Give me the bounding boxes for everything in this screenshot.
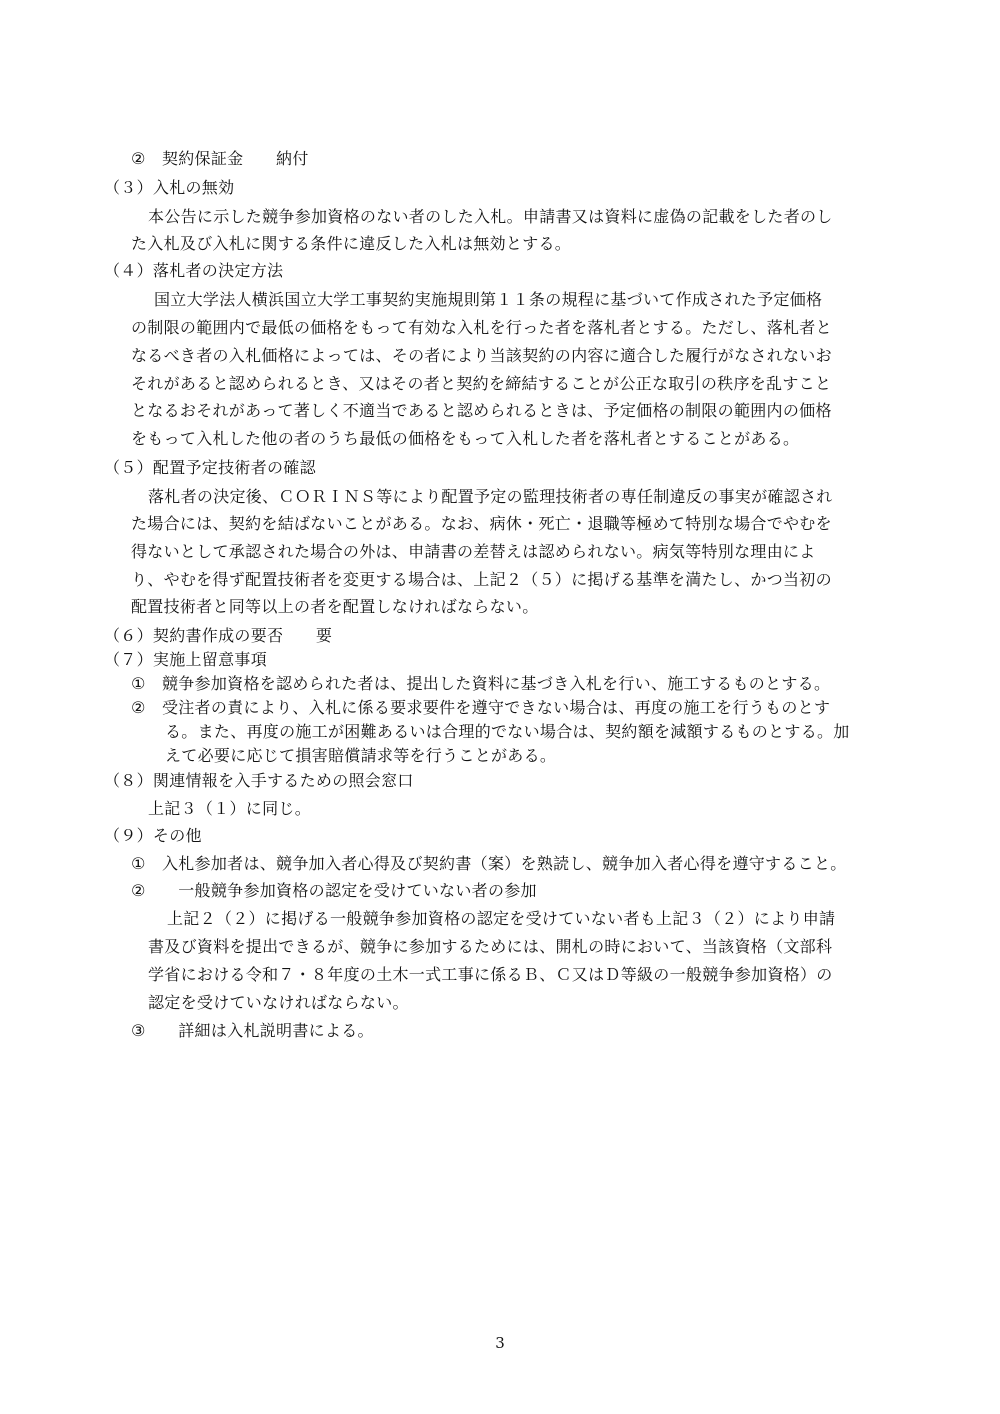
list-item: ② 一般競争参加資格の認定を受けていない者の参加 xyxy=(131,881,537,900)
paragraph-line: 国立大学法人横浜国立大学工事契約実施規則第１１条の規程に基づいて作成された予定価格 xyxy=(154,290,823,309)
paragraph-line: それがあると認められるとき、又はその者と契約を締結することが公正な取引の秩序を乱すこと xyxy=(131,374,832,393)
heading-engineer-check: （５）配置予定技術者の確認 xyxy=(104,458,316,477)
paragraph-line: た場合には、契約を結ばないことがある。なお、病休・死亡・退職等極めて特別な場合でやむを xyxy=(131,514,832,533)
paragraph-line: 得ないとして承認された場合の外は、申請書の差替えは認められない。病気等特別な理由によ xyxy=(131,542,816,561)
list-item: ① 競争参加資格を認められた者は、提出した資料に基づき入札を行い、施工するものとする。 xyxy=(131,674,831,693)
paragraph-line: 書及び資料を提出できるが、競争に参加するためには、開札の時において、当該資格（文部科 xyxy=(148,937,833,956)
list-item-continuation: えて必要に応じて損害賠償請求等を行うことがある。 xyxy=(165,746,557,765)
list-item: ② 受注者の責により、入札に係る要求要件を遵守できない場合は、再度の施工を行うものとす xyxy=(131,698,831,717)
paragraph-line: 学省における令和７・８年度の土木一式工事に係るＢ、Ｃ又はＤ等級の一般競争参加資格）の xyxy=(148,965,833,984)
paragraph-line: の制限の範囲内で最低の価格をもって有効な入札を行った者を落札者とする。ただし、落札者と xyxy=(131,318,832,337)
list-item: ① 入札参加者は、競争加入者心得及び契約書（案）を熟読し、競争加入者心得を遵守すること。 xyxy=(131,854,847,873)
paragraph-line: 配置技術者と同等以上の者を配置しなければならない。 xyxy=(131,597,539,616)
heading-implementation-notes: （７）実施上留意事項 xyxy=(104,650,268,669)
heading-contact-window: （８）関連情報を入手するための照会窓口 xyxy=(104,771,414,790)
paragraph-line: 上記３（１）に同じ。 xyxy=(148,799,312,818)
paragraph-line: をもって入札した他の者のうち最低の価格をもって入札した者を落札者とすることがある。 xyxy=(131,429,800,448)
heading-other: （９）その他 xyxy=(104,826,202,845)
heading-bid-invalid: （３）入札の無効 xyxy=(104,178,235,197)
paragraph-line: 認定を受けていなければならない。 xyxy=(148,993,409,1012)
paragraph-line: り、やむを得ず配置技術者を変更する場合は、上記２（５）に掲げる基準を満たし、かつ当初の xyxy=(131,570,832,589)
list-item-continuation: る。また、再度の施工が困難あるいは合理的でない場合は、契約額を減額するものとする。加 xyxy=(165,722,850,741)
heading-winner-method: （４）落札者の決定方法 xyxy=(104,261,284,280)
paragraph-line: 上記２（２）に掲げる一般競争参加資格の認定を受けていない者も上記３（２）により申請 xyxy=(167,909,836,928)
paragraph-line: となるおそれがあって著しく不適当であると認められるときは、予定価格の制限の範囲内の価格 xyxy=(131,401,832,420)
paragraph-line: なるべき者の入札価格によっては、その者により当該契約の内容に適合した履行がなされないお xyxy=(131,346,832,365)
page-number: 3 xyxy=(495,1334,505,1352)
paragraph-line: 本公告に示した競争参加資格のない者のした入札。申請書又は資料に虚偽の記載をした者のし xyxy=(148,207,833,226)
item-contract-deposit: ② 契約保証金 納付 xyxy=(131,149,309,168)
paragraph-line: 落札者の決定後、ＣＯＲＩＮＳ等により配置予定の監理技術者の専任制違反の事実が確認され xyxy=(148,487,833,506)
heading-contract-document: （６）契約書作成の要否 要 xyxy=(104,626,333,645)
list-item: ③ 詳細は入札説明書による。 xyxy=(131,1021,374,1040)
paragraph-line: た入札及び入札に関する条件に違反した入札は無効とする。 xyxy=(131,234,572,253)
